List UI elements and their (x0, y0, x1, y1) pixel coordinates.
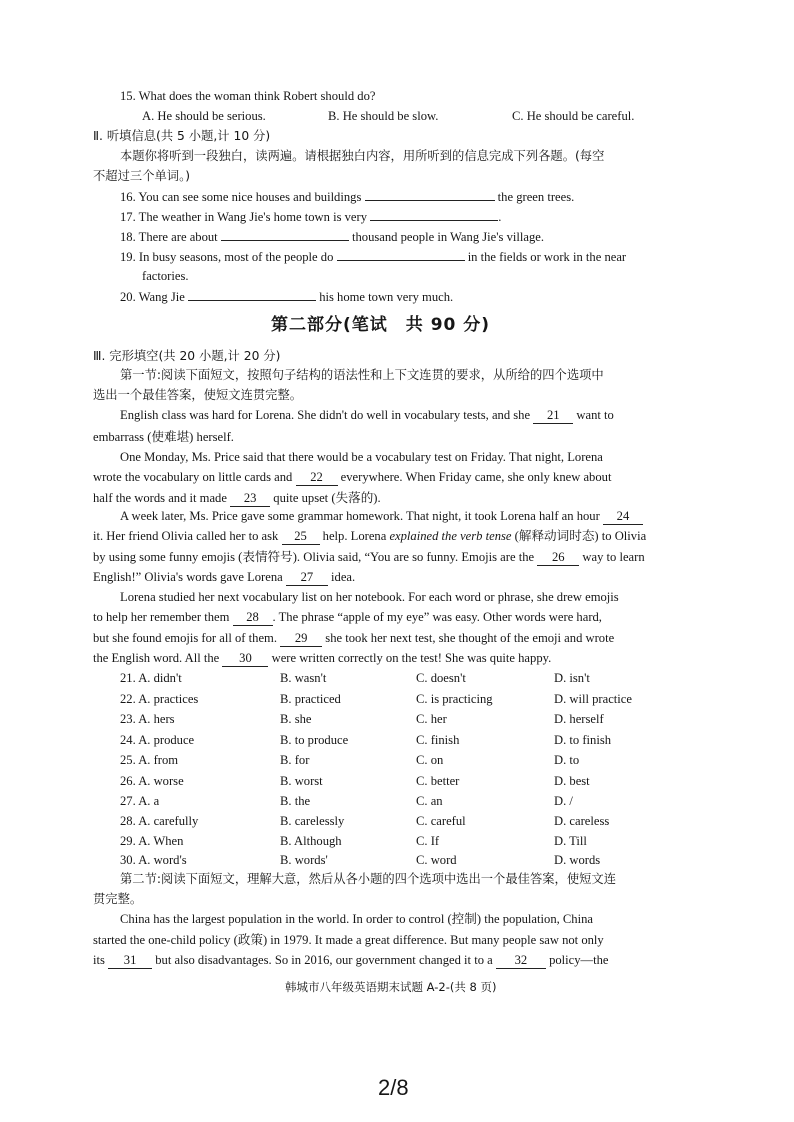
q20-text-end: his home town very much. (319, 290, 454, 304)
option-21-c[interactable]: C. doesn't (416, 671, 466, 685)
blank-21[interactable]: 21 (533, 407, 573, 424)
section-2-instruction-line2: 不超过三个单词。) (93, 169, 191, 183)
text-span: A week later, Ms. Price gave some grammar homework. That night, it took Lorena half an hour (120, 509, 600, 523)
q20-blank[interactable] (188, 288, 316, 301)
text-span: way to learn (582, 550, 645, 564)
q17-blank[interactable] (370, 208, 498, 221)
option-27-b[interactable]: B. the (280, 794, 311, 808)
passage1-para2-line3 (93, 490, 381, 507)
option-26-a[interactable]: 26. A. worse (120, 774, 184, 788)
text-span: policy—the (549, 953, 609, 967)
text-span: everywhere. When Friday came, she only knew about (340, 470, 612, 484)
q15-stem: 15. What does the woman think Robert should do? (120, 89, 376, 103)
blank-30[interactable]: 30 (222, 650, 268, 667)
option-21-b[interactable]: B. wasn't (280, 671, 327, 685)
q16-text: 16. You can see some nice houses and buildings (120, 190, 362, 204)
blank-29[interactable]: 29 (280, 630, 322, 647)
q17-text-end: . (498, 210, 502, 224)
option-28-b[interactable]: B. carelessly (280, 814, 345, 828)
passage1-para4-line4 (93, 650, 551, 667)
section-3-sub2-line1: 第二节:阅读下面短文，理解大意，然后从各小题的四个选项中选出一个最佳答案，使短文连 (120, 872, 617, 886)
option-26-b[interactable]: B. worst (280, 774, 323, 788)
text-span: English class was hard for Lorena. She didn't do well in vocabulary tests, and she (120, 408, 531, 422)
option-24-b[interactable]: B. to produce (280, 733, 349, 747)
option-23-c[interactable]: C. her (416, 712, 447, 726)
blank-23[interactable]: 23 (230, 490, 270, 507)
section-3-sub1-line2: 选出一个最佳答案，使短文连贯完整。 (93, 388, 303, 402)
text-span: quite upset (失落的). (273, 491, 381, 505)
option-23-d[interactable]: D. herself (554, 712, 604, 726)
q18-blank[interactable] (221, 228, 349, 241)
text-span: its (93, 953, 105, 967)
option-22-d[interactable]: D. will practice (554, 692, 632, 706)
text-span: (解释动词时态) to Olivia (514, 529, 647, 543)
q16 (120, 188, 574, 205)
option-30-a[interactable]: 30. A. word's (120, 853, 187, 867)
option-22-b[interactable]: B. practiced (280, 692, 341, 706)
text-span: by using some funny emojis (表情符号). Olivia said, “You are so funny. Emojis are the (93, 550, 535, 564)
blank-31[interactable]: 31 (108, 952, 152, 969)
q19-text: 19. In busy seasons, most of the people do (120, 250, 334, 264)
option-22-a[interactable]: 22. A. practices (120, 692, 199, 706)
option-22-c[interactable]: C. is practicing (416, 692, 493, 706)
option-25-b[interactable]: B. for (280, 753, 310, 767)
q17 (120, 208, 501, 225)
option-25-d[interactable]: D. to (554, 753, 580, 767)
option-25-a[interactable]: 25. A. from (120, 753, 179, 767)
section-3-sub2-line2: 贯完整。 (93, 892, 143, 906)
text-span: were written correctly on the test! She was quite happy. (271, 651, 552, 665)
passage1-para3-line4 (93, 569, 355, 586)
passage1-para3-line1 (120, 508, 643, 525)
passage1-para3-line2 (93, 528, 646, 545)
passage1-para1-line2: embarrass (使难堪) herself. (93, 430, 234, 444)
q16-text-end: the green trees. (497, 190, 575, 204)
q20-text: 20. Wang Jie (120, 290, 185, 304)
blank-24[interactable]: 24 (603, 508, 643, 525)
q19-text-end: in the fields or work in the near (467, 250, 627, 264)
option-30-b[interactable]: B. words' (280, 853, 328, 867)
option-27-d[interactable]: D. / (554, 794, 573, 808)
blank-27[interactable]: 27 (286, 569, 328, 586)
text-span: she took her next test, she thought of the emoji and wrote (325, 631, 615, 645)
text-span: want to (576, 408, 614, 422)
text-span: it. Her friend Olivia called her to ask (93, 529, 279, 543)
option-24-d[interactable]: D. to finish (554, 733, 612, 747)
text-span: . The phrase “apple of my eye” was easy. Other words were hard, (272, 610, 602, 624)
text-span: half the words and it made (93, 491, 227, 505)
option-28-d[interactable]: D. careless (554, 814, 610, 828)
q15-option-c: C. He should be careful. (512, 109, 635, 123)
blank-22[interactable]: 22 (296, 469, 338, 486)
blank-28[interactable]: 28 (233, 609, 273, 626)
passage1-para4-line3 (93, 630, 614, 647)
option-28-c[interactable]: C. careful (416, 814, 466, 828)
blank-25[interactable]: 25 (282, 528, 320, 545)
part-2-title: 第二部分(笔试 共 90 分) (271, 315, 491, 335)
blank-32[interactable]: 32 (496, 952, 546, 969)
option-27-c[interactable]: C. an (416, 794, 443, 808)
option-26-c[interactable]: C. better (416, 774, 460, 788)
q15-option-b: B. He should be slow. (328, 109, 439, 123)
section-2-instruction-line1: 本题你将听到一段独白，读两遍。请根据独白内容，用所听到的信息完成下列各题。(每空 (120, 149, 605, 163)
option-24-c[interactable]: C. finish (416, 733, 460, 747)
passage2-line3 (93, 952, 609, 969)
text-span: to help her remember them (93, 610, 230, 624)
text-span: but also disadvantages. So in 2016, our government changed it to a (155, 953, 493, 967)
option-21-a[interactable]: 21. A. didn't (120, 671, 182, 685)
option-23-b[interactable]: B. she (280, 712, 312, 726)
text-span: idea. (331, 570, 356, 584)
section-2-heading: Ⅱ. 听填信息(共 5 小题,计 10 分) (93, 129, 271, 143)
option-29-c[interactable]: C. If (416, 834, 440, 848)
q18-text-end: thousand people in Wang Jie's village. (352, 230, 544, 244)
q15-option-a: A. He should be serious. (142, 109, 266, 123)
text-span: the English word. All the (93, 651, 220, 665)
section-3-heading: Ⅲ. 完形填空(共 20 小题,计 20 分) (93, 349, 281, 363)
q17-text: 17. The weather in Wang Jie's home town is very (120, 210, 368, 224)
page-footer: 韩城市八年级英语期末试题 A-2-(共 8 页) (285, 980, 497, 994)
option-25-c[interactable]: C. on (416, 753, 444, 767)
text-span: wrote the vocabulary on little cards and (93, 470, 293, 484)
passage1-para2-line2 (93, 469, 611, 486)
text-span: but she found emojis for all of them. (93, 631, 277, 645)
option-28-a[interactable]: 28. A. carefully (120, 814, 199, 828)
text-span: help. Lorena (322, 529, 387, 543)
italic-phrase: explained the verb tense (389, 529, 512, 543)
passage1-para1-line1 (120, 407, 614, 424)
option-26-d[interactable]: D. best (554, 774, 590, 788)
q19-blank[interactable] (337, 248, 465, 261)
option-29-a[interactable]: 29. A. When (120, 834, 184, 848)
passage1-para4-line2 (93, 609, 602, 626)
passage1-para3-line3 (93, 549, 645, 566)
q20 (120, 288, 453, 305)
option-29-d[interactable]: D. Till (554, 834, 587, 848)
option-29-b[interactable]: B. Although (280, 834, 342, 848)
option-30-d[interactable]: D. words (554, 853, 601, 867)
option-30-c[interactable]: C. word (416, 853, 457, 867)
page-number: 2/8 (378, 1075, 409, 1100)
q19-continuation: factories. (142, 269, 189, 283)
text-span: English!” Olivia's words gave Lorena (93, 570, 283, 584)
q18 (120, 228, 544, 245)
passage1-para4-line1: Lorena studied her next vocabulary list on her notebook. For each word or phrase, she drew emojis (120, 590, 619, 604)
option-23-a[interactable]: 23. A. hers (120, 712, 175, 726)
q18-text: 18. There are about (120, 230, 218, 244)
q16-blank[interactable] (365, 188, 495, 201)
passage1-para2-line1: One Monday, Ms. Price said that there would be a vocabulary test on Friday. That night, Lorena (120, 450, 603, 464)
option-21-d[interactable]: D. isn't (554, 671, 590, 685)
option-24-a[interactable]: 24. A. produce (120, 733, 195, 747)
passage2-line1: China has the largest population in the world. In order to control (控制) the population, China (120, 912, 593, 926)
section-3-sub1-line1: 第一节:阅读下面短文，按照句子结构的语法性和上下文连贯的要求，从所给的四个选项中 (120, 368, 604, 382)
q19 (120, 248, 626, 265)
blank-26[interactable]: 26 (537, 549, 579, 566)
passage2-line2: started the one-child policy (政策) in 1979. It made a great difference. But many people saw not only (93, 933, 604, 947)
option-27-a[interactable]: 27. A. a (120, 794, 160, 808)
